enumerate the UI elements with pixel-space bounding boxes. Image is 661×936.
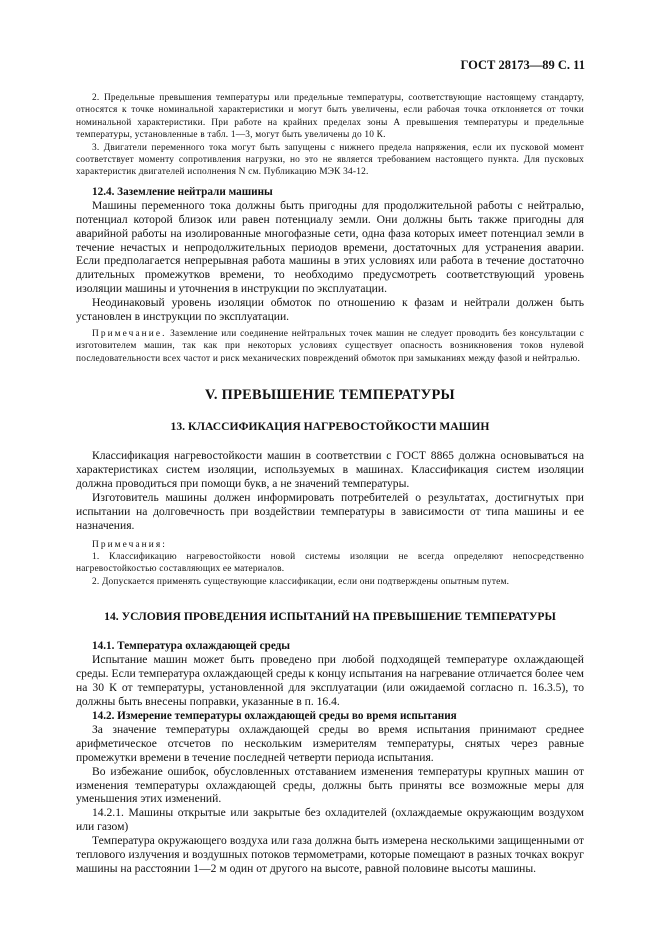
paragraph-12-4-a: Машины переменного тока должны быть пригодны для продолжительной работы с нейтралью, потенциал которой близок или равен потенциалу земли. Они должны быть также пригодны для аварийной работы на изолированные многофазные сети, одна фаза которых имеет потенциал земли в течение нечастых и непродолжительных периодов времени, достаточных для устранения аварии. Если предполагается непрерывная работа машины в этих условиях или работа в течение достаточно длительных промежутков времени, то необходимо предусмотреть соответствующий уровень изоляции машины и уточнения в инструкции по эксплуатации. [76, 198, 584, 296]
paragraph-14-1: Испытание машин может быть проведено при любой подходящей температуре охлаждающей среды. Если температура охлаждающей среды к концу испытания на нагревание отличается более чем на 30 К от температуры, установленной для эксплуатации (или ожидаемой согласно п. 16.3.5), то должны быть внесены поправки, указанные в п. 16.4. [76, 653, 584, 708]
heading-14-2: 14.2. Измерение температуры охлаждающей среды во время испытания [92, 709, 457, 722]
paragraph-14-2-b: Во избежание ошибок, обусловленных отставанием изменения температуры крупных машин от изменения температуры охлаждающей среды, должны быть приняты все возможные меры для уменьшения этих изменений. [76, 764, 584, 806]
heading-14-1: 14.1. Температура охлаждающей среды [92, 640, 291, 653]
note-13-1: 1. Классификацию нагревостойкости новой системы изоляции не всегда определяют непосредственно нагревостойкостью составляющих ее материалов. [76, 552, 584, 575]
heading-12-4: 12.4. Заземление нейтрали машины [92, 185, 273, 198]
paragraph-14-2-1: Температура окружающего воздуха или газа должна быть измерена несколькими защищенными от теплового излучения и воздушных потоков термометрами, которые помещают в разных точках вокруг машины на расстоянии 1—2 м один от другого на высоте, равной половине высоты машины. [76, 834, 584, 875]
page-content [76, 92, 584, 876]
paragraph-12-4-b: Неодинаковый уровень изоляции обмоток по отношению к фазам и нейтрали должен быть установлен в инструкции по эксплуатации. [76, 296, 584, 324]
page-header: ГОСТ 28173—89 С. 11 [460, 58, 585, 72]
paragraph-13-a: Классификация нагревостойкости машин в соответствии с ГОСТ 8865 должна основываться на характеристиках систем изоляции, используемых в машинах. Классификация систем изоляции должна проводиться при помощи букв, а не значений температуры. [76, 449, 584, 491]
paragraph-13-b: Изготовитель машины должен информировать потребителей о результатах, достигнутых при испытании на долговечность при воздействии температуры в зависимости от типа машины и ее назначения. [76, 490, 584, 532]
note-13-2: 2. Допускается применять существующие классификации, если они подтверждены опытным путем. [92, 576, 510, 587]
section-13-title: 13. КЛАССИФИКАЦИЯ НАГРЕВОСТОЙКОСТИ МАШИН [170, 420, 490, 434]
section-v-title: V. ПРЕВЫШЕНИЕ ТЕМПЕРАТУРЫ [205, 387, 455, 404]
paragraph-14-2-a: За значение температуры охлаждающей среды во время испытания принимают среднее арифметическое отсчетов по нескольким измерителям температуры, снятых через равные промежутки времени в течение последней четверти периода испытания. [76, 722, 584, 764]
note-label: Примечание. [92, 329, 167, 339]
note-3: 3. Двигатели переменного тока могут быть запущены с нижнего предела напряжения, если их пусковой момент соответствует моменту сопротивления нагрузки, но это не является требованием настоящего пункта. Для пусковых характеристик двигателей исполнения N см. Публикацию МЭК 34-12. [76, 142, 584, 178]
heading-14-2-1: 14.2.1. Машины открытые или закрытые без охладителей (охлаждаемые окружающим воздухом или газом) [76, 806, 584, 834]
notes-label-13: Примечания: [92, 539, 167, 550]
note-2: 2. Предельные превышения температуры или предельные температуры, соответствующие настоящему стандарту, относятся к точке номинальной характеристики и могут быть увеличены, если рабочая точка отклоняется от точки номинальной характеристики. При работе на крайних пределах зоны А превышения температуры и предельные температуры, установленные в табл. 1—3, могут быть увеличены до 10 К. [76, 93, 584, 141]
section-14-title: 14. УСЛОВИЯ ПРОВЕДЕНИЯ ИСПЫТАНИЙ НА ПРЕВЫШЕНИЕ ТЕМПЕРАТУРЫ [104, 610, 556, 624]
note-12-4 [76, 328, 584, 365]
note-text: Заземление или соединение нейтральных точек машин не следует проводить без консультации с изготовителем машин, так как при некоторых условиях существует опасность возникновения токов нулевой последовательности всех частот и риск механических повреждений обмоток при замыканиях между фазой и нейтралью. [76, 329, 584, 364]
